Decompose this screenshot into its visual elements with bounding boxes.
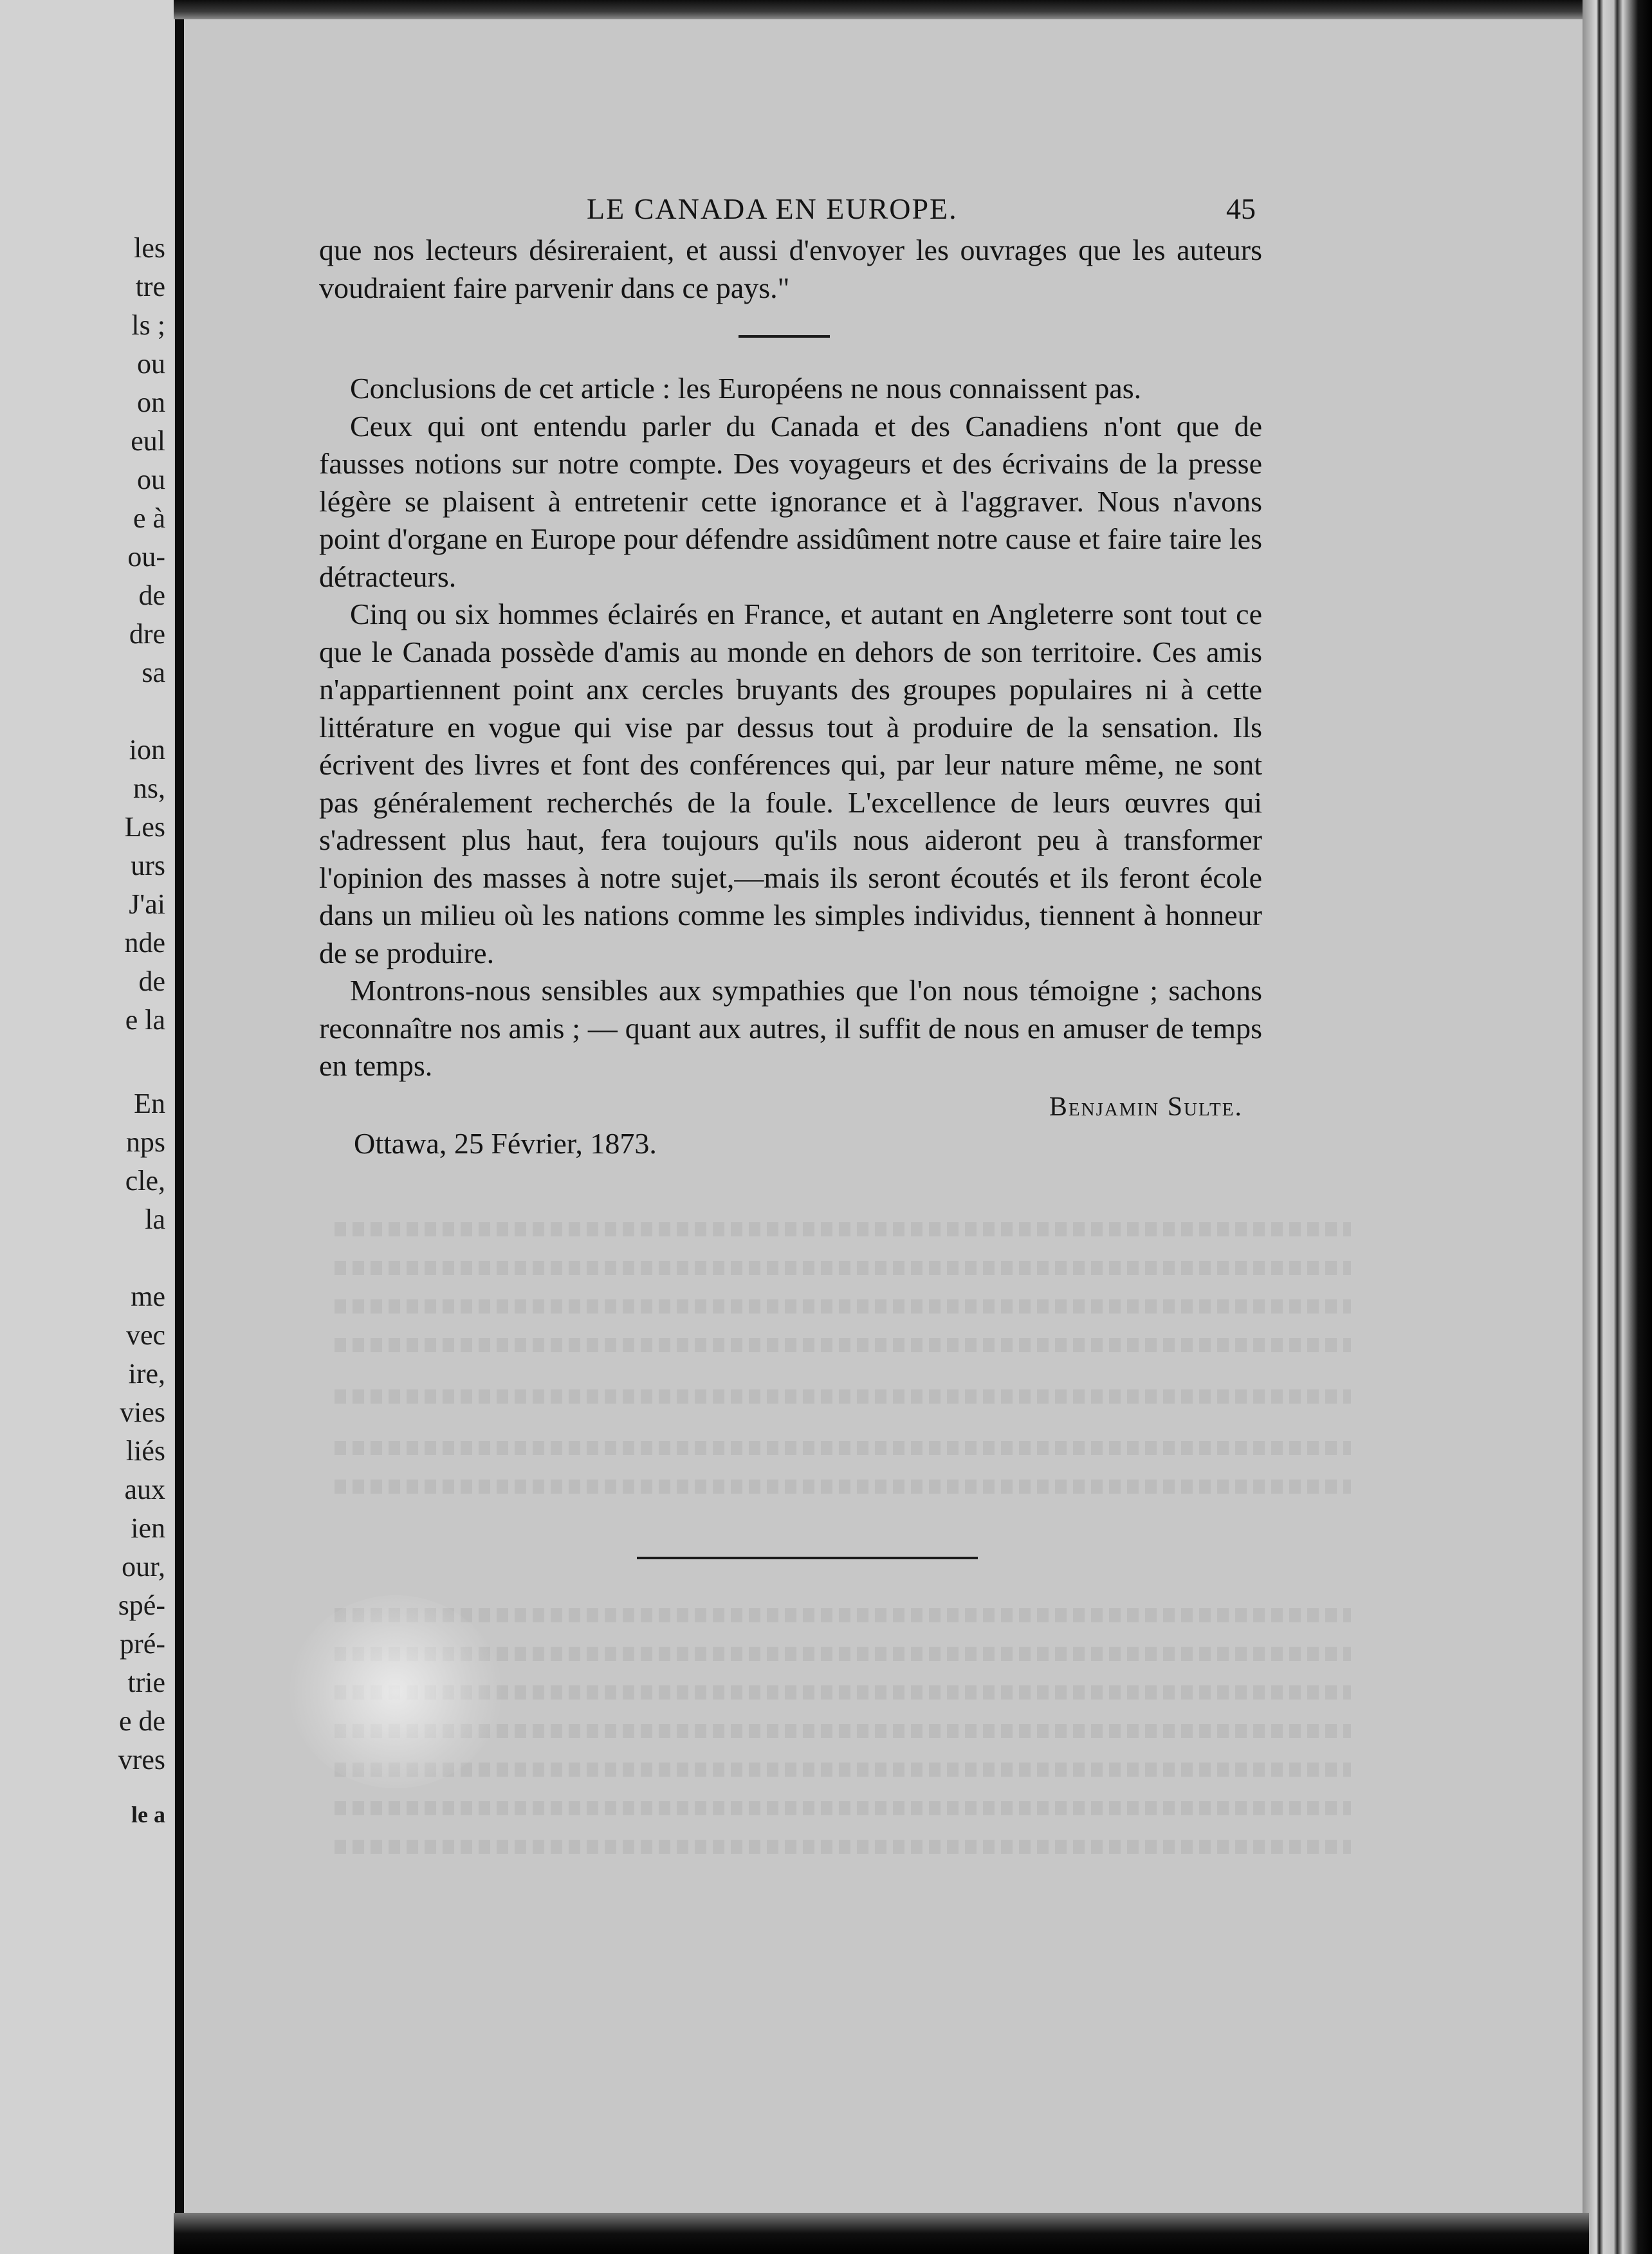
bottom-scan-edge bbox=[174, 2213, 1589, 2254]
left-page-fragment: sa bbox=[142, 657, 165, 688]
left-page-fragment: ls ; bbox=[131, 309, 165, 341]
top-scan-edge bbox=[174, 0, 1615, 19]
left-page-fragment: spé- bbox=[118, 1590, 165, 1621]
show-through bbox=[335, 1299, 1351, 1314]
left-page-fragment: En bbox=[134, 1088, 165, 1119]
left-page-fragment: tre bbox=[135, 271, 165, 302]
left-page-fragment: on bbox=[137, 387, 165, 418]
left-page-fragment: urs bbox=[131, 850, 165, 881]
show-through bbox=[335, 1389, 1351, 1404]
show-through bbox=[335, 1480, 1351, 1494]
left-page-fragment: liés bbox=[125, 1435, 165, 1467]
left-page-fragment: eul bbox=[131, 425, 165, 457]
left-page-fragment: e à bbox=[133, 502, 165, 534]
show-through bbox=[335, 1840, 1351, 1854]
left-page-fragment: dre bbox=[129, 618, 165, 650]
left-page-fragment: cle, bbox=[125, 1165, 165, 1196]
left-page-fragment: de bbox=[138, 966, 165, 997]
left-page-fragment: vec bbox=[125, 1319, 165, 1351]
show-through bbox=[335, 1801, 1351, 1815]
left-page-fragment: ou bbox=[137, 464, 165, 495]
body-paragraph: Montrons-nous sensibles aux sympathies que l'on nous témoigne ; sachons reconnaître nos amis ; — quant aux autres, il suffit de nous en amuser de temps en temps. bbox=[319, 974, 1262, 1082]
left-page-fragment: nps bbox=[125, 1126, 165, 1158]
left-page-fragment: me bbox=[131, 1281, 165, 1312]
dateline: Ottawa, 25 Février, 1873. bbox=[354, 1126, 657, 1160]
left-page-fragment: ns, bbox=[133, 773, 165, 804]
left-page-fragment: ou bbox=[137, 348, 165, 380]
author-signature: Benjamin Sulte. bbox=[1049, 1092, 1243, 1122]
continuation-paragraph: que nos lecteurs désireraient, et aussi d'envoyer les ouvrages que les auteurs voudraient faire parvenir dans ce pays." bbox=[319, 234, 1262, 304]
left-page-fragment: ien bbox=[131, 1512, 165, 1544]
left-page-fragment: le a bbox=[131, 1802, 165, 1828]
body-paragraph: Ceux qui ont entendu parler du Canada et des Canadiens n'ont que de fausses notions sur notre compte. Des voyageurs et des écrivains de la presse légère se plaisent à entretenir cette ignorance et à l'aggraver. Nous n'avons point d'organe en Europe pour défendre assidûment notre cause et faire taire les détracteurs. bbox=[319, 409, 1262, 593]
show-through bbox=[335, 1441, 1351, 1455]
running-head-title: LE CANADA EN EUROPE. bbox=[587, 192, 958, 225]
left-page-fragment: pré- bbox=[120, 1628, 165, 1660]
left-page-fragment: vies bbox=[120, 1397, 165, 1428]
left-page-fragment: de bbox=[138, 580, 165, 611]
show-through bbox=[335, 1763, 1351, 1777]
left-page-fragment: ire, bbox=[128, 1358, 165, 1389]
page-number: 45 bbox=[1226, 192, 1256, 225]
left-page-fragment: ou- bbox=[127, 541, 165, 573]
book-page bbox=[319, 180, 1262, 1160]
body-paragraph: Conclusions de cet article : les Européens ne nous connaissent pas. bbox=[350, 372, 1142, 405]
show-through bbox=[335, 1338, 1351, 1352]
left-page-fragment: aux bbox=[124, 1474, 165, 1505]
body-paragraph: Cinq ou six hommes éclairés en France, et autant en Angleterre sont tout ce que le Canada possède d'amis au monde en dehors de son territoire. Ces amis n'appartiennent point anx cercles bruyants des groupes populaires ni à cette littérature en vogue qui vise par dessus tout à produire de la sensation. Ils écrivent des livres et font des conférences qui, par leur nature même, ne sont pas généralement recherchés de la foule. L'excellence de leurs œuvres qui s'adressent plus haut, fera toujours qu'ils nous aideront peu à transformer l'opinion des masses à notre sujet,—mais ils seront écoutés et ils feront école dans un milieu où les nations comme les simples individus, tiennent à honneur de se produire. bbox=[319, 598, 1262, 969]
binding-gutter bbox=[175, 0, 184, 2254]
left-page-fragment: nde bbox=[124, 927, 165, 958]
left-page-fragment: ion bbox=[129, 734, 165, 765]
left-page-fragment: les bbox=[134, 232, 165, 264]
show-through bbox=[335, 1261, 1351, 1275]
section-rule bbox=[739, 335, 830, 338]
running-head bbox=[319, 180, 1262, 232]
left-page-fragment: trie bbox=[127, 1667, 165, 1698]
show-through bbox=[335, 1608, 1351, 1622]
left-page-fragment: Les bbox=[124, 811, 165, 843]
right-page-edges bbox=[1583, 0, 1652, 2254]
end-rule bbox=[637, 1557, 978, 1559]
left-page-fragment: vres bbox=[118, 1744, 165, 1775]
left-page-fragment: J'ai bbox=[129, 888, 165, 920]
left-page-fragment: our, bbox=[122, 1551, 165, 1582]
left-page-fragment: e la bbox=[125, 1004, 165, 1036]
paper-stain bbox=[289, 1595, 502, 1788]
left-page-fragment: e de bbox=[118, 1705, 165, 1737]
show-through bbox=[335, 1222, 1351, 1236]
left-page-fragment: la bbox=[145, 1204, 165, 1235]
